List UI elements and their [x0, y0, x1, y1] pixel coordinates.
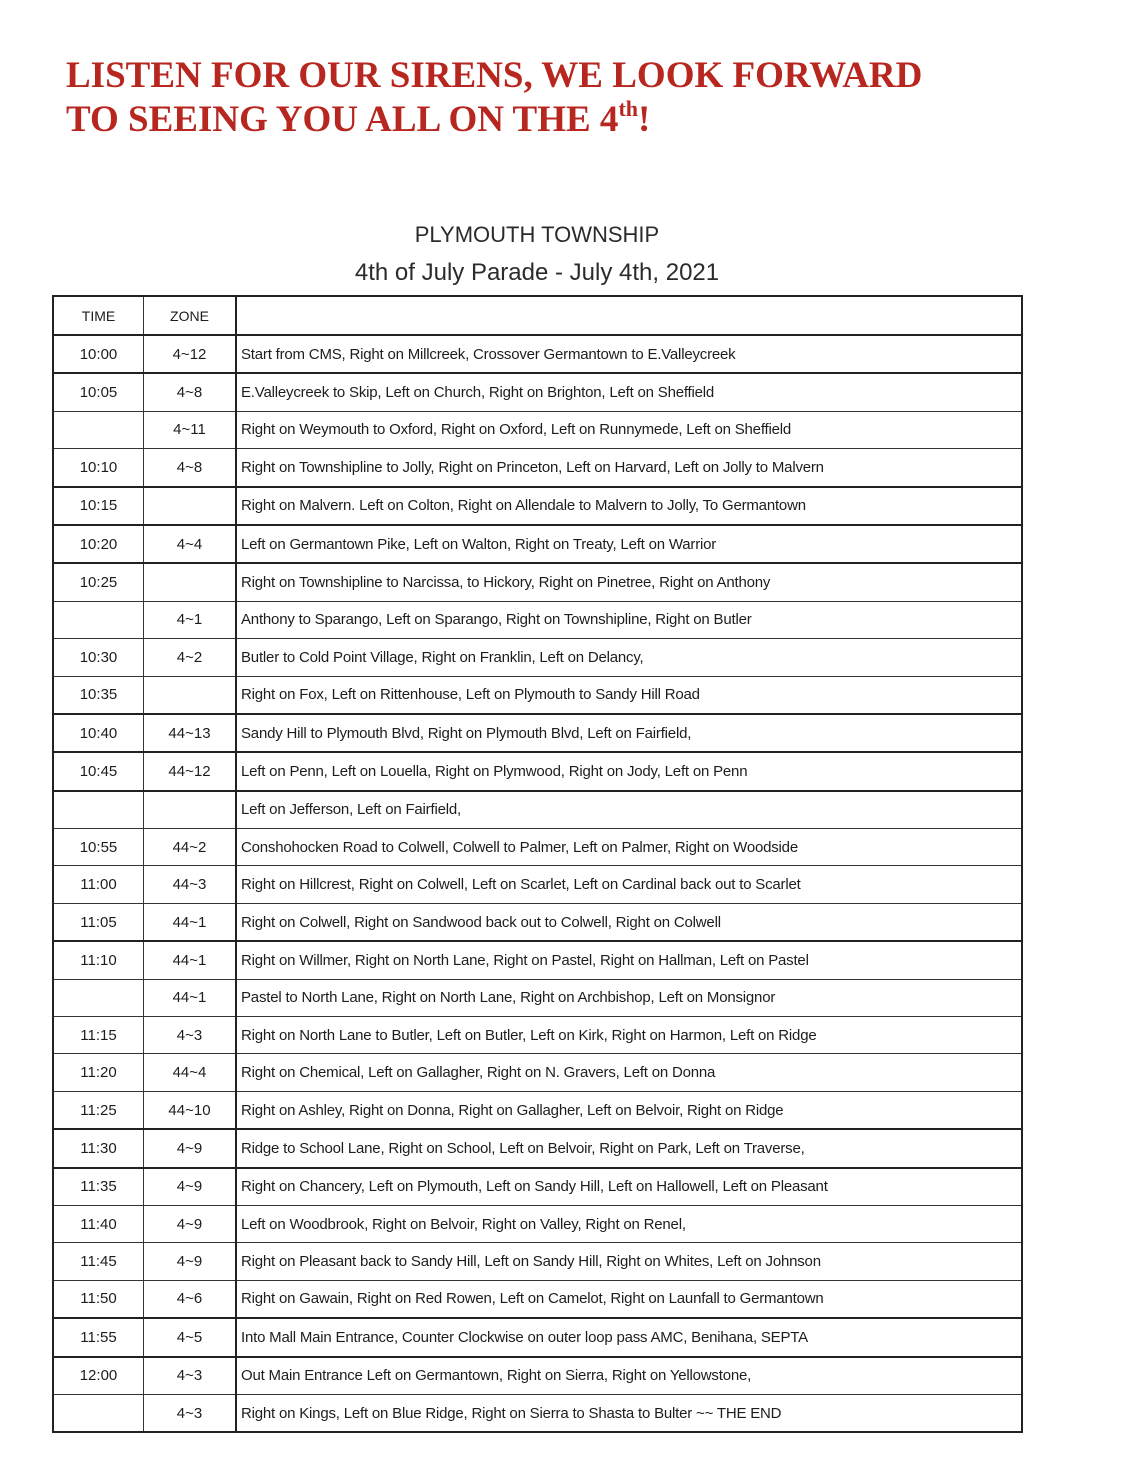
zone-cell: [144, 563, 237, 601]
zone-cell: 4~4: [144, 525, 237, 563]
table-row: [53, 829, 1022, 866]
route-cell: Right on Weymouth to Oxford, Right on Oxford, Left on Runnymede, Left on Sheffield: [236, 411, 1022, 448]
time-cell: [53, 1394, 144, 1432]
route-cell: Right on Willmer, Right on North Lane, Right on Pastel, Right on Hallman, Left on Pastel: [236, 941, 1022, 979]
time-cell: 10:05: [53, 373, 144, 411]
route-cell: Sandy Hill to Plymouth Blvd, Right on Plymouth Blvd, Left on Fairfield,: [236, 714, 1022, 752]
time-cell: 11:15: [53, 1017, 144, 1054]
table-row: [53, 487, 1022, 525]
zone-cell: 4~1: [144, 601, 237, 638]
route-cell: Right on Ashley, Right on Donna, Right on Gallagher, Left on Belvoir, Right on Ridge: [236, 1091, 1022, 1129]
table-row: [53, 373, 1022, 411]
banner-superscript: th: [618, 95, 638, 121]
zone-cell: 4~3: [144, 1357, 237, 1395]
route-cell: Right on Chemical, Left on Gallagher, Right on N. Gravers, Left on Donna: [236, 1054, 1022, 1091]
time-cell: 11:10: [53, 941, 144, 979]
time-cell: 10:00: [53, 335, 144, 373]
zone-cell: 44~1: [144, 941, 237, 979]
route-cell: Pastel to North Lane, Right on North Lane, Right on Archbishop, Left on Monsignor: [236, 979, 1022, 1016]
zone-cell: [144, 791, 237, 829]
table-row: [53, 752, 1022, 790]
zone-cell: 4~5: [144, 1318, 237, 1356]
time-cell: 10:45: [53, 752, 144, 790]
route-cell: Left on Woodbrook, Right on Belvoir, Right on Valley, Right on Renel,: [236, 1205, 1022, 1242]
route-cell: Left on Jefferson, Left on Fairfield,: [236, 791, 1022, 829]
zone-cell: 4~11: [144, 411, 237, 448]
route-cell: Right on Hillcrest, Right on Colwell, Left on Scarlet, Left on Cardinal back out to Scarlet: [236, 866, 1022, 903]
time-cell: 11:20: [53, 1054, 144, 1091]
route-cell: E.Valleycreek to Skip, Left on Church, Right on Brighton, Left on Sheffield: [236, 373, 1022, 411]
time-cell: [53, 601, 144, 638]
route-cell: Right on Malvern. Left on Colton, Right on Allendale to Malvern to Jolly, To Germantown: [236, 487, 1022, 525]
time-cell: 10:15: [53, 487, 144, 525]
column-header-zone: ZONE: [144, 296, 237, 335]
zone-cell: [144, 676, 237, 714]
time-cell: 11:00: [53, 866, 144, 903]
table-row: [53, 1205, 1022, 1242]
time-cell: 11:35: [53, 1168, 144, 1206]
zone-cell: 4~8: [144, 373, 237, 411]
zone-cell: 4~9: [144, 1205, 237, 1242]
table-row: [53, 335, 1022, 373]
zone-cell: 44~12: [144, 752, 237, 790]
zone-cell: 44~1: [144, 903, 237, 941]
table-row: [53, 676, 1022, 714]
zone-cell: 4~8: [144, 449, 237, 487]
time-cell: 11:05: [53, 903, 144, 941]
route-cell: Ridge to School Lane, Right on School, Left on Belvoir, Right on Park, Left on Traverse,: [236, 1129, 1022, 1167]
route-cell: Into Mall Main Entrance, Counter Clockwise on outer loop pass AMC, Benihana, SEPTA: [236, 1318, 1022, 1356]
table-row: [53, 1017, 1022, 1054]
time-cell: 10:30: [53, 639, 144, 676]
zone-cell: 4~9: [144, 1168, 237, 1206]
time-cell: 10:25: [53, 563, 144, 601]
column-header-route: [236, 296, 1022, 335]
banner-exclamation: !: [638, 99, 651, 140]
table-row: [53, 941, 1022, 979]
banner-line-2: [66, 95, 1066, 142]
time-cell: [53, 411, 144, 448]
time-cell: 11:50: [53, 1280, 144, 1318]
table-header-row: [53, 296, 1022, 335]
route-cell: Right on Colwell, Right on Sandwood back out to Colwell, Right on Colwell: [236, 903, 1022, 941]
zone-cell: 44~4: [144, 1054, 237, 1091]
table-row: [53, 601, 1022, 638]
table-row: [53, 1129, 1022, 1167]
table-row: [53, 714, 1022, 752]
zone-cell: 4~2: [144, 639, 237, 676]
table-row: [53, 1357, 1022, 1395]
route-cell: Left on Penn, Left on Louella, Right on Plymwood, Right on Jody, Left on Penn: [236, 752, 1022, 790]
table-row: [53, 979, 1022, 1016]
banner-line-2-text: TO SEEING YOU ALL ON THE 4: [66, 99, 619, 140]
time-cell: 10:35: [53, 676, 144, 714]
zone-cell: 44~1: [144, 979, 237, 1016]
route-cell: Butler to Cold Point Village, Right on Franklin, Left on Delancy,: [236, 639, 1022, 676]
zone-cell: 4~9: [144, 1129, 237, 1167]
time-cell: 11:40: [53, 1205, 144, 1242]
table-row: [53, 791, 1022, 829]
table-row: [53, 525, 1022, 563]
table-row: [53, 1318, 1022, 1356]
zone-cell: 4~12: [144, 335, 237, 373]
route-cell: Right on Townshipline to Narcissa, to Hickory, Right on Pinetree, Right on Anthony: [236, 563, 1022, 601]
zone-cell: 44~2: [144, 829, 237, 866]
zone-cell: 44~10: [144, 1091, 237, 1129]
table-row: [53, 1243, 1022, 1280]
time-cell: 10:10: [53, 449, 144, 487]
time-cell: [53, 979, 144, 1016]
time-cell: 10:40: [53, 714, 144, 752]
zone-cell: 4~3: [144, 1017, 237, 1054]
zone-cell: [144, 487, 237, 525]
time-cell: 12:00: [53, 1357, 144, 1395]
document-subtitle: 4th of July Parade - July 4th, 2021: [354, 259, 720, 286]
table-row: [53, 1091, 1022, 1129]
time-cell: 11:30: [53, 1129, 144, 1167]
table-row: [53, 449, 1022, 487]
route-cell: Left on Germantown Pike, Left on Walton, Right on Treaty, Left on Warrior: [236, 525, 1022, 563]
table-row: [53, 903, 1022, 941]
zone-cell: 44~3: [144, 866, 237, 903]
route-cell: Out Main Entrance Left on Germantown, Right on Sierra, Right on Yellowstone,: [236, 1357, 1022, 1395]
route-cell: Conshohocken Road to Colwell, Colwell to Palmer, Left on Palmer, Right on Woodside: [236, 829, 1022, 866]
route-cell: Right on Pleasant back to Sandy Hill, Left on Sandy Hill, Right on Whites, Left on Johnson: [236, 1243, 1022, 1280]
zone-cell: 4~9: [144, 1243, 237, 1280]
parade-schedule-table: [52, 295, 1023, 1433]
table-row: [53, 1394, 1022, 1432]
route-cell: Right on Kings, Left on Blue Ridge, Right on Sierra to Shasta to Bulter ~~ THE END: [236, 1394, 1022, 1432]
table-row: [53, 563, 1022, 601]
column-header-time: TIME: [53, 296, 144, 335]
zone-cell: 44~13: [144, 714, 237, 752]
time-cell: 11:25: [53, 1091, 144, 1129]
route-cell: Right on North Lane to Butler, Left on Butler, Left on Kirk, Right on Harmon, Left on Ridge: [236, 1017, 1022, 1054]
table-row: [53, 866, 1022, 903]
route-cell: Right on Fox, Left on Rittenhouse, Left on Plymouth to Sandy Hill Road: [236, 676, 1022, 714]
table-row: [53, 1280, 1022, 1318]
table-row: [53, 1168, 1022, 1206]
route-cell: Right on Gawain, Right on Red Rowen, Left on Camelot, Right on Launfall to Germantown: [236, 1280, 1022, 1318]
route-cell: Right on Chancery, Left on Plymouth, Left on Sandy Hill, Left on Hallowell, Left on Pleasant: [236, 1168, 1022, 1206]
table-row: [53, 639, 1022, 676]
announcement-banner: [66, 54, 1066, 142]
time-cell: [53, 791, 144, 829]
table-row: [53, 411, 1022, 448]
time-cell: 10:55: [53, 829, 144, 866]
time-cell: 11:45: [53, 1243, 144, 1280]
route-cell: Anthony to Sparango, Left on Sparango, Right on Townshipline, Right on Butler: [236, 601, 1022, 638]
time-cell: 11:55: [53, 1318, 144, 1356]
table-row: [53, 1054, 1022, 1091]
document-title: PLYMOUTH TOWNSHIP: [414, 222, 660, 247]
banner-line-1: LISTEN FOR OUR SIRENS, WE LOOK FORWARD: [66, 55, 923, 96]
route-cell: Right on Townshipline to Jolly, Right on Princeton, Left on Harvard, Left on Jolly to Malvern: [236, 449, 1022, 487]
route-cell: Start from CMS, Right on Millcreek, Crossover Germantown to E.Valleycreek: [236, 335, 1022, 373]
time-cell: 10:20: [53, 525, 144, 563]
zone-cell: 4~3: [144, 1394, 237, 1432]
zone-cell: 4~6: [144, 1280, 237, 1318]
